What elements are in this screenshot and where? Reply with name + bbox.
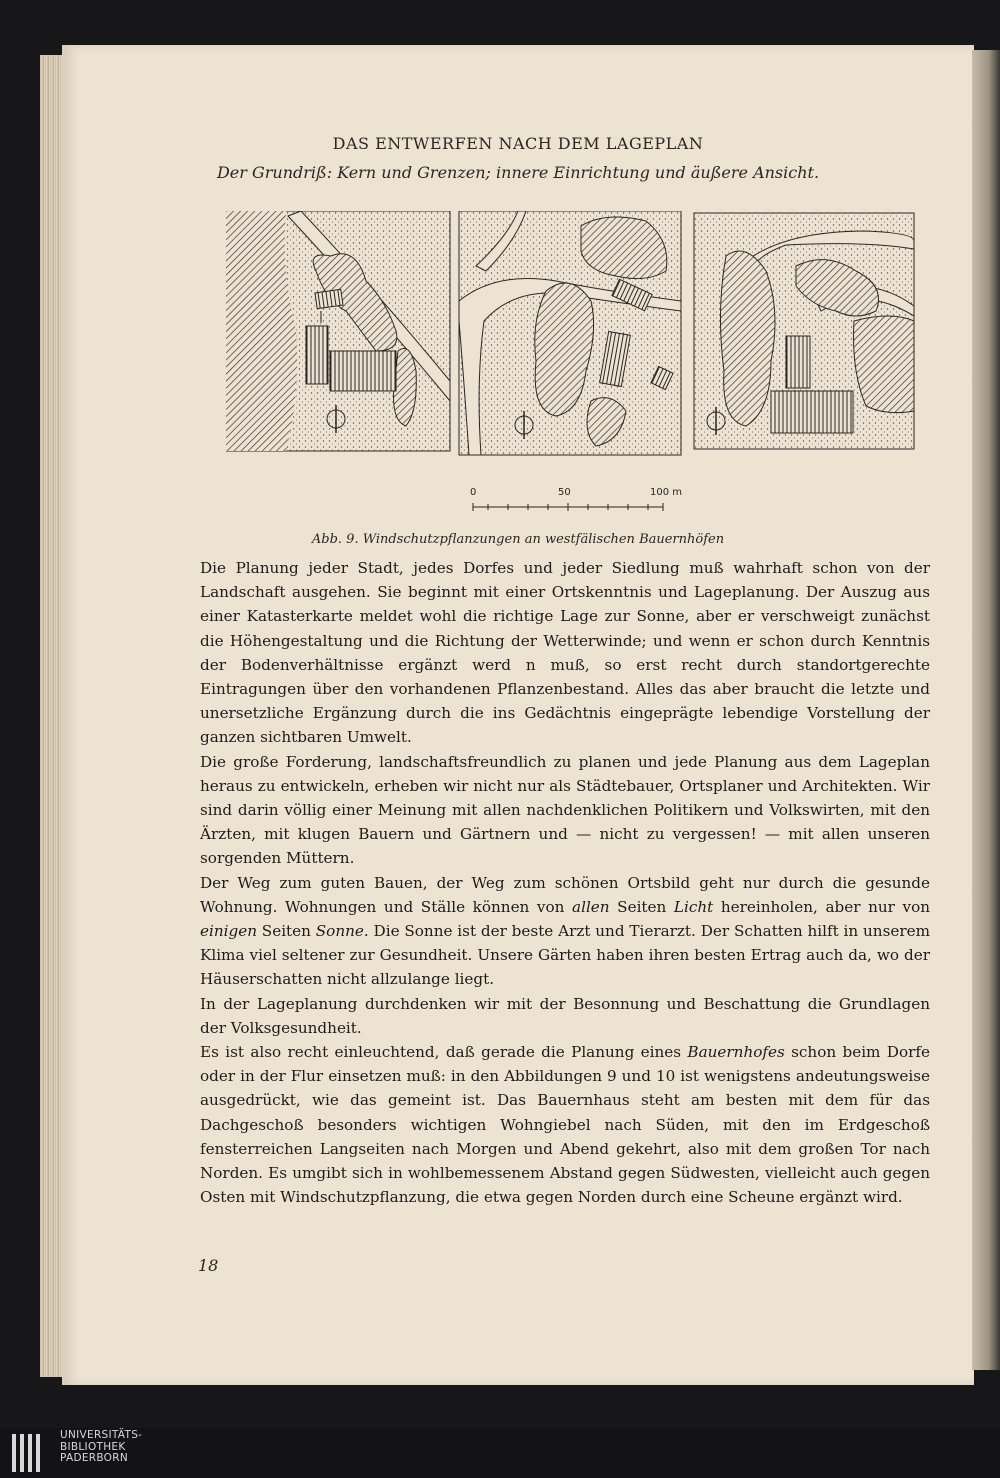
paragraph-text: schon beim Dorfe oder in der Flur einsetzen muß: in den Abbildungen 9 und 10 ist wenigstens andeutungsweise ausgedrückt, wie das gemeint ist. Das Bauernhaus steht am besten mit dem für das Dachgeschoß besonders wichtigen Wohngiebel nach Süden, mit den im Erdgeschoß fensterreichen Langseiten nach Morgen und Abend gekehrt, also mit dem großen Tor nach Norden. Es umgibt sich in wohlbemessenem Abstand gegen Südwesten, vielleicht auch gegen Osten mit Windschutzpflanzung, die etwa gegen Norden durch eine Scheune ergänzt wird.	[200, 1043, 930, 1207]
site-plan-2	[459, 211, 681, 455]
site-plan-1	[226, 211, 450, 451]
paragraph-text: Seiten	[609, 897, 674, 916]
scale-label-mid: 50	[558, 487, 571, 498]
scale-label-start: 0	[470, 487, 477, 498]
scale-ruler	[468, 501, 668, 513]
paragraph-text: hereinholen, aber nur von	[713, 897, 930, 916]
logo-line-2: BIBLIOTHEK	[60, 1440, 126, 1453]
body-paragraph	[200, 1040, 930, 1209]
logo-line-1: UNIVERSITÄTS-	[60, 1429, 143, 1441]
paragraph-text: Die große Forderung, landschaftsfreundlich zu planen und jede Planung aus dem Lageplan heraus zu entwickeln, erheben wir nicht nur als Städtebauer, Ortsplaner und Architekten. Wir sind darin völlig einer Meinung mit allen nachdenklichen Politikern und Volkswirten, mit den Ärzten, mit klugen Bauern und Gärtnern und — nicht zu vergessen! — mit allen unseren sorgenden Müttern.	[200, 752, 930, 868]
emphasis-text: Bauernhofes	[687, 1043, 785, 1062]
site-plan-3	[694, 213, 914, 449]
figure-caption: Abb. 9. Windschutzpflanzungen an westfälischen Bauernhöfen	[311, 532, 725, 547]
section-subtitle: Der Grundriß: Kern und Grenzen; innere Einrichtung und äußere Ansicht.	[216, 163, 820, 182]
paragraph-text: In der Lageplanung durchdenken wir mit der Besonnung und Beschattung die Grundlagen der Volksgesundheit.	[200, 994, 930, 1037]
emphasis-text: Licht	[673, 897, 714, 916]
body-text	[200, 556, 930, 1209]
body-paragraph	[200, 750, 930, 871]
paragraph-text: Es ist also recht einleuchtend, daß gerade die Planung eines	[200, 1043, 688, 1062]
paragraph-text: Der Weg zum guten Bauen, der Weg zum schönen Ortsbild geht nur durch die gesunde Wohnung. Wohnungen und Ställe können von	[200, 873, 930, 916]
running-head: DAS ENTWERFEN NACH DEM LAGEPLAN	[332, 134, 704, 153]
emphasis-text: allen	[572, 897, 610, 916]
paragraph-text: Die Planung jeder Stadt, jedes Dorfes und jeder Siedlung muß wahrhaft schon von der Landschaft ausgehen. Sie beginnt mit einer Ortskenntnis und Lageplanung. Der Auszug aus einer Katasterkarte meldet wohl die richtige Lage zur Sonne, aber er verschweigt zunächst die Höhengestaltung und die Richtung der Wetterwinde; und wenn er schon durch Kenntnis der Bodenverhältnisse ergänzt werd n muß, so erst recht durch standortgerechte Eintragungen über den vorhandenen Pflanzenbestand. Alles das aber braucht die letzte und unersetzliche Ergänzung durch die ins Gedächtnis eingeprägte lebendige Vorstellung der ganzen sichtbaren Umwelt.	[200, 559, 930, 747]
page-right-edge	[972, 50, 1000, 1370]
farm-site-plans-figure	[226, 211, 916, 457]
body-paragraph	[200, 992, 930, 1040]
body-paragraph	[200, 871, 930, 992]
paragraph-text: Seiten	[256, 922, 316, 941]
paragraph-text: Die Sonne ist der beste Arzt und Tierarzt. Der Schatten hilft in unserem Klima viel seltener zur Gesundheit. Unsere Gärten haben ihren besten Ertrag auch da, wo der Häuserschatten nicht allzulange liegt.	[200, 922, 931, 989]
library-logo-text	[60, 1430, 180, 1465]
emphasis-text: Sonne.	[315, 922, 369, 941]
body-paragraph	[200, 556, 930, 750]
page-number: 18	[198, 1256, 219, 1275]
library-logo-icon	[10, 1432, 50, 1474]
scale-label-end: 100 m	[650, 487, 683, 498]
scale-bar	[468, 487, 708, 517]
emphasis-text: einigen	[200, 922, 257, 941]
logo-line-3: PADERBORN	[60, 1452, 128, 1464]
